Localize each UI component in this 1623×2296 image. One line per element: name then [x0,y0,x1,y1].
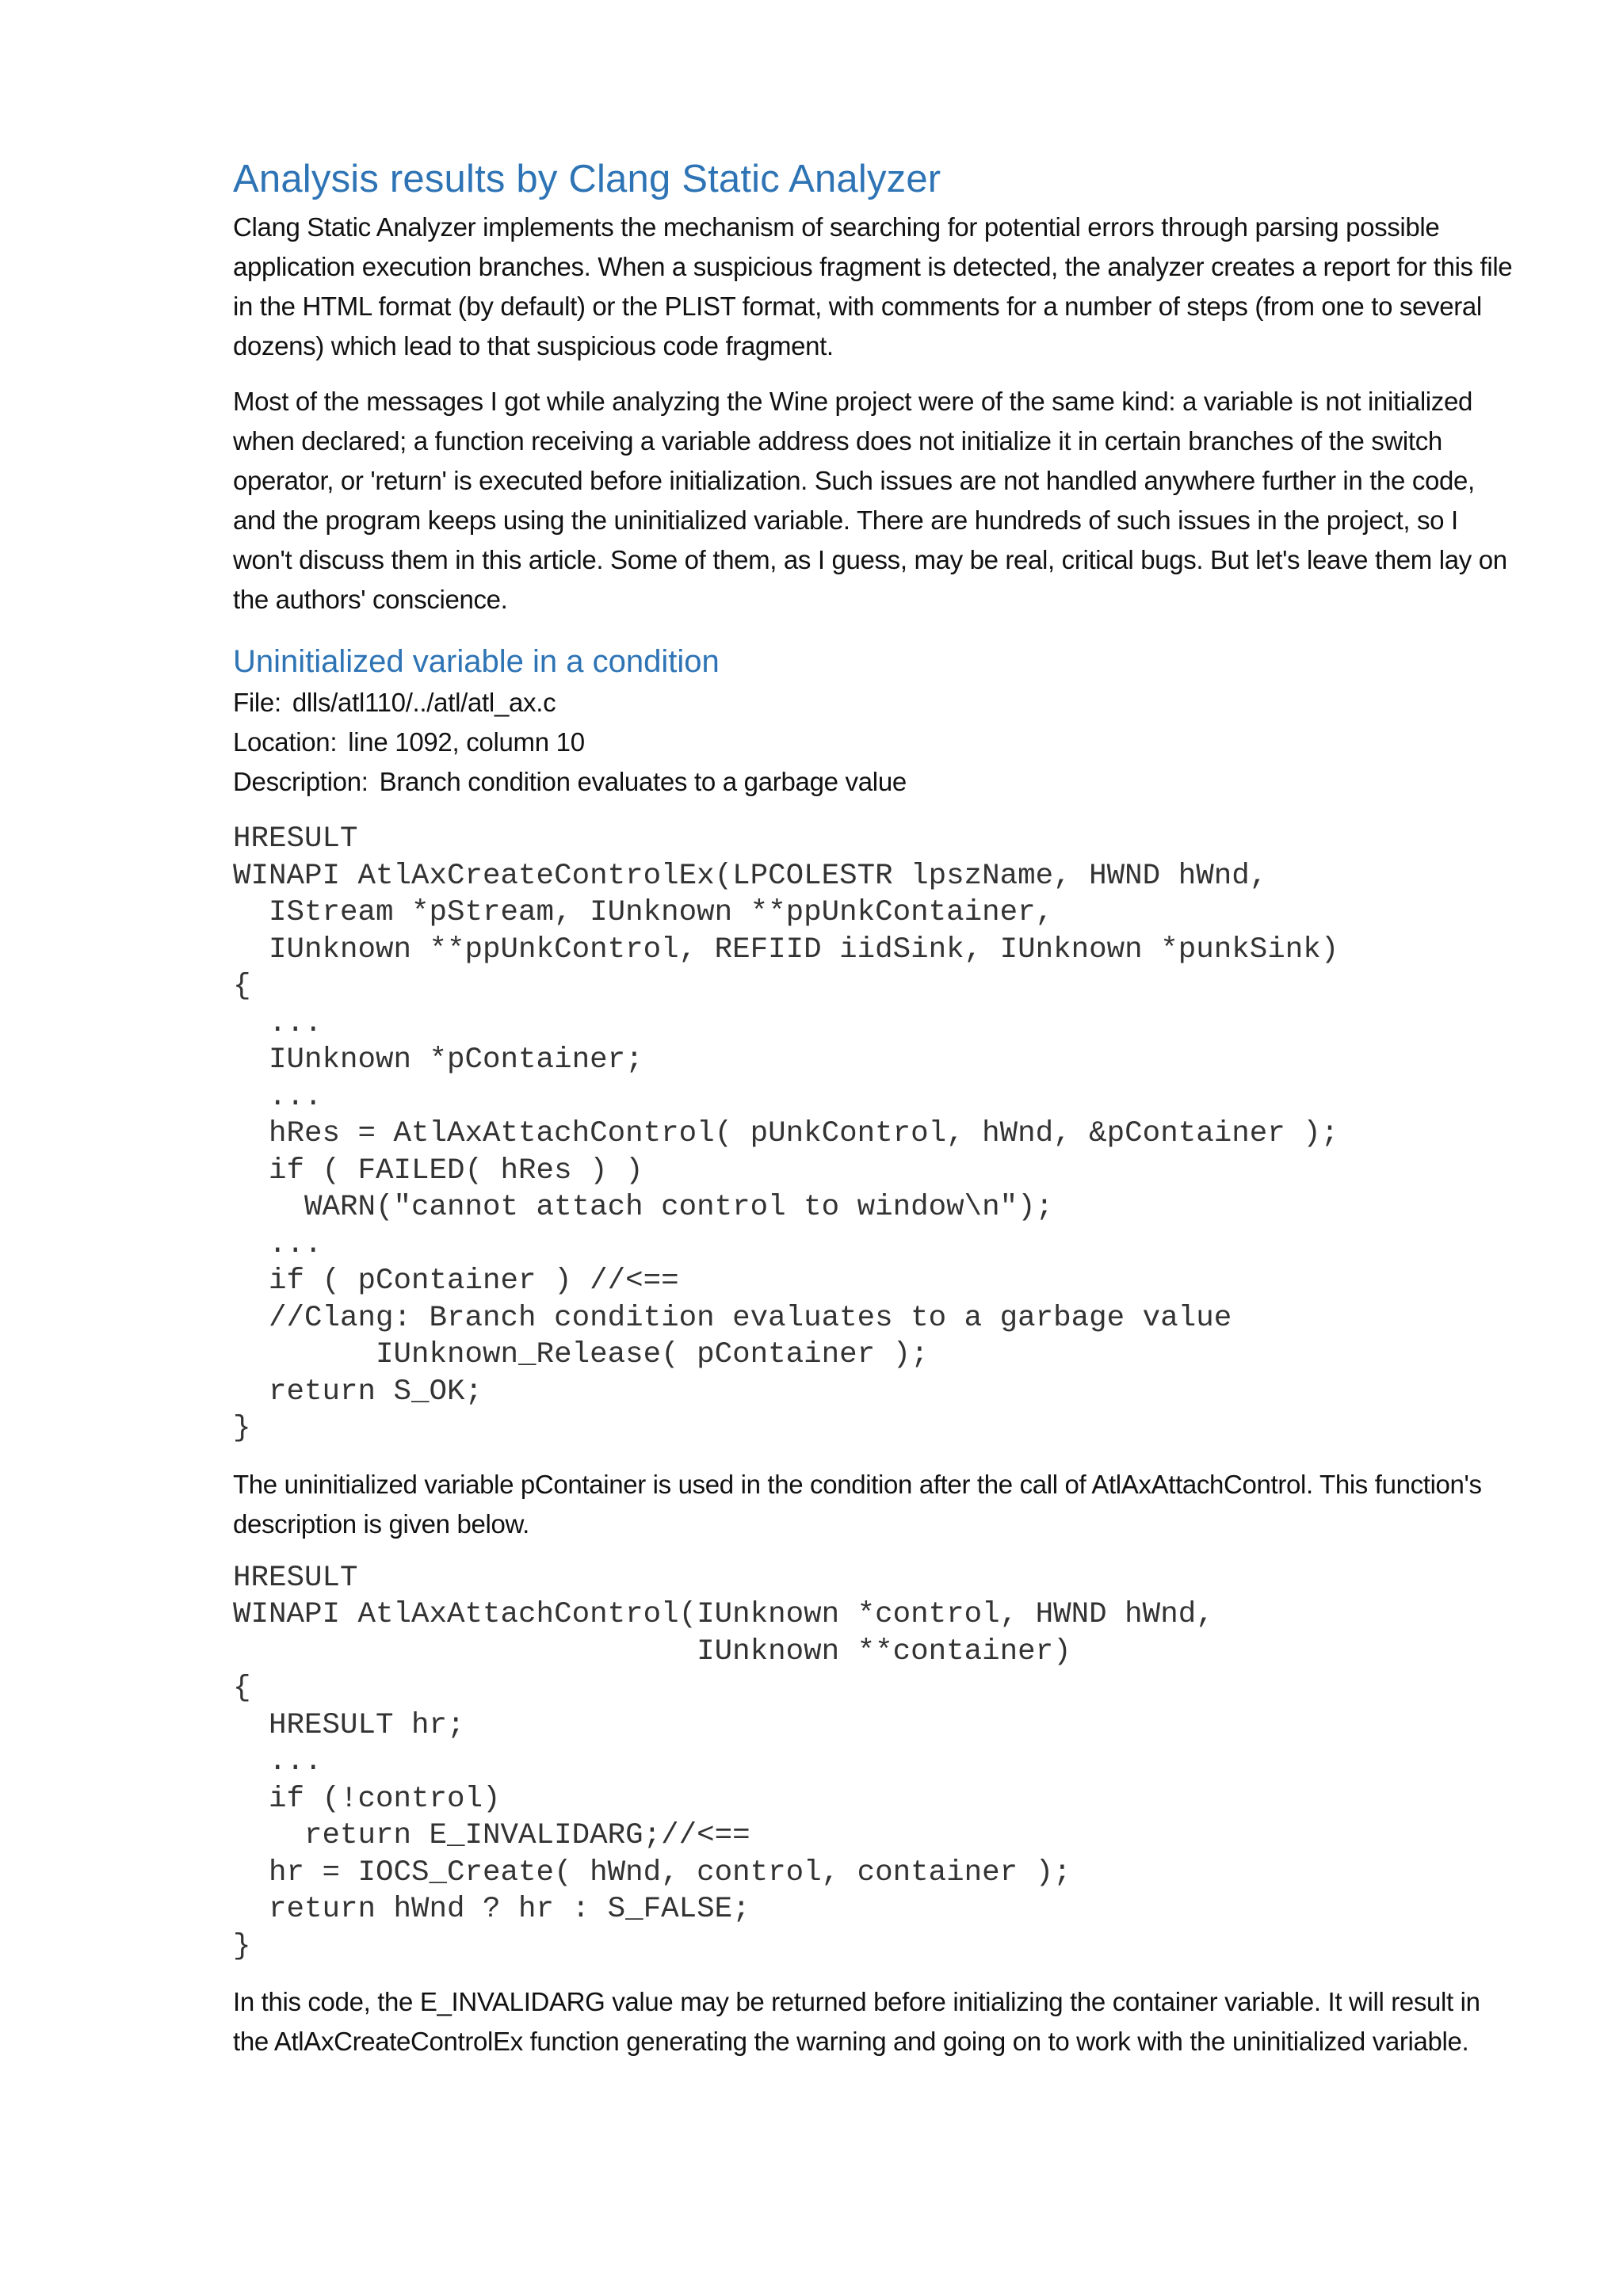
location-value: line 1092, column 10 [348,727,585,757]
code-block-create-control: HRESULT WINAPI AtlAxCreateControlEx(LPCOLESTR lpszName, HWND hWnd, IStream *pStream, IUnknown **ppUnkContainer, IUnknown **ppUnkControl, REFIID iidSink, IUnknown *punkSink) { ... IUnknown *pContainer; ... hRes = AtlAxAttachControl( pUnkControl, hWnd, &pContainer ); if ( FAILED( hRes ) ) WARN("cannot attach control to window\n"); ... if ( pContainer ) //<== //Clang: Branch condition evaluates to a garbage value IUnknown_Release( pContainer ); return S_OK; } [233,822,1339,1445]
intro-paragraph-1: Clang Static Analyzer implements the mechanism of searching for potential errors through parsing possible application execution branches. When a suspicious fragment is detected, the analyzer creates a report for this file in the HTML format (by default) or the PLIST format, with comments for a number of steps (from one to several dozens) which lead to that suspicious code fragment. [233,212,1513,360]
file-label: File: [233,688,281,717]
section-heading: Uninitialized variable in a condition [233,644,720,679]
conclusion-paragraph: In this code, the E_INVALIDARG value may be returned before initializing the container variable. It will result in the AtlAxCreateControlEx function generating the warning and going on to work with the uninitialized variable. [233,1987,1480,2056]
code-block-attach-control: HRESULT WINAPI AtlAxAttachControl(IUnknown *control, HWND hWnd, IUnknown **container) { HRESULT hr; ... if (!control) return E_INVALIDARG;//<== hr = IOCS_Create( hWnd, control, container ); return hWnd ? hr : S_FALSE; } [233,1561,1214,1963]
issue-metadata [233,683,1517,802]
page-title: Analysis results by Clang Static Analyzer [233,158,941,200]
description-label: Description: [233,767,369,796]
file-line [233,683,1517,723]
explanation-paragraph: The uninitialized variable pContainer is used in the condition after the call of AtlAxAttachControl. This function's description is given below. [233,1469,1482,1539]
file-value: dlls/atl110/../atl/atl_ax.c [292,688,556,717]
description-value: Branch condition evaluates to a garbage value [379,767,907,796]
description-line [233,762,1517,802]
location-label: Location: [233,727,338,757]
document-page [233,155,1517,2077]
location-line [233,723,1517,762]
intro-paragraph-2: Most of the messages I got while analyzing the Wine project were of the same kind: a variable is not initialized when declared; a function receiving a variable address does not initialize it in certain branches of the switch operator, or 'return' is executed before initialization. Such issues are not handled anywhere further in the code, and the program keeps using the uninitialized variable. There are hundreds of such issues in the project, so I won't discuss them in this article. Some of them, as I guess, may be real, critical bugs. But let's leave them lay on the authors' conscience. [233,387,1507,614]
